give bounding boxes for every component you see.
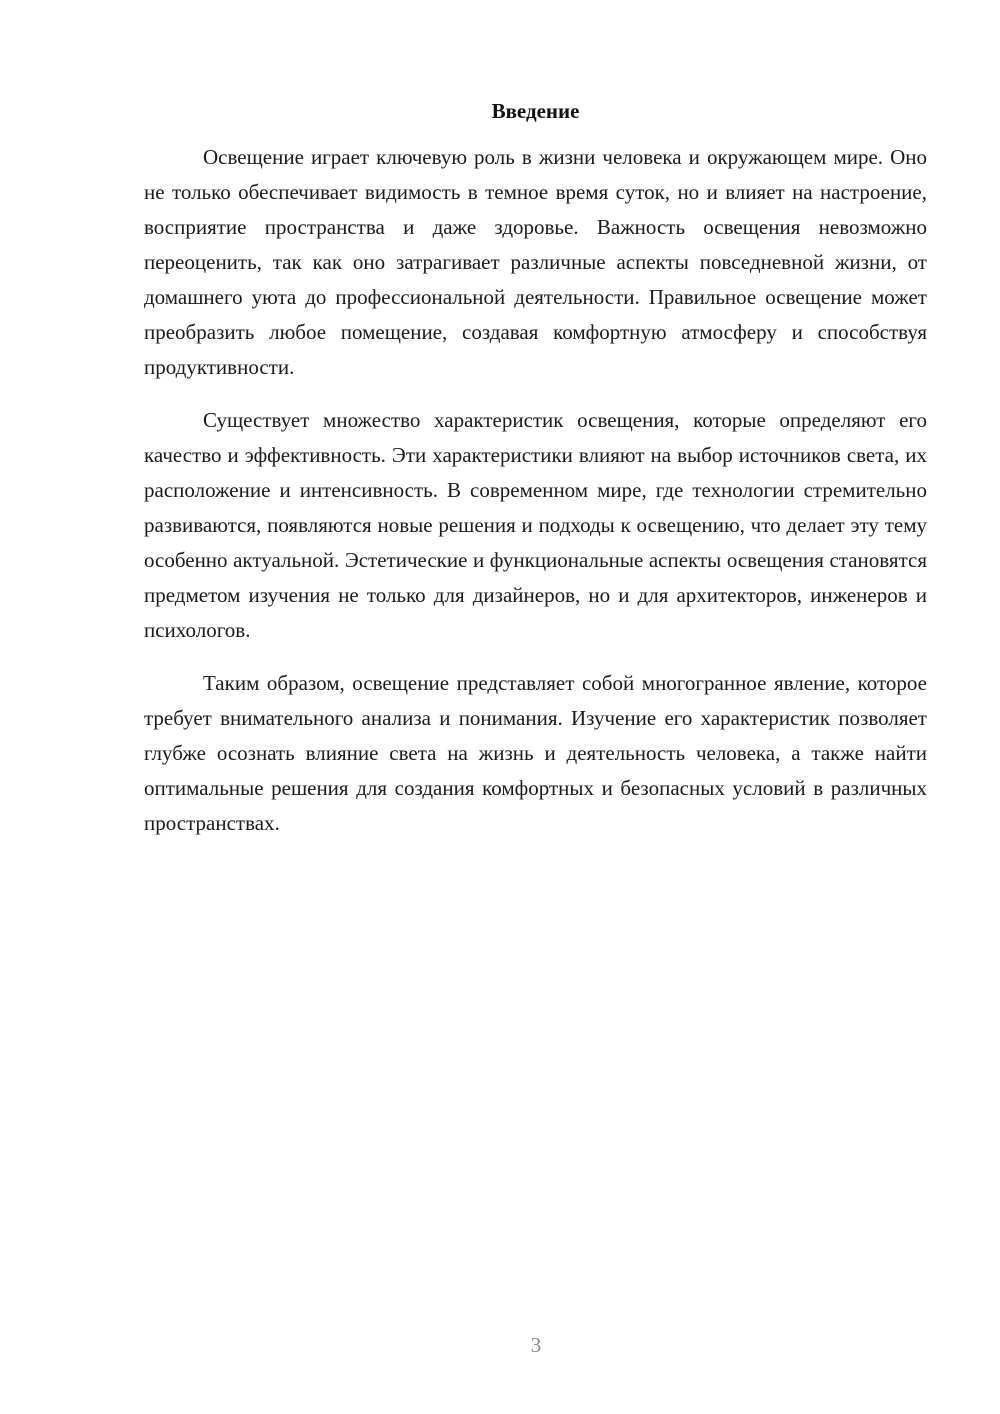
paragraph-2: Существует множество характеристик освещения, которые определяют его качество и эффективность. Эти характеристики влияют на выбор источников света, их расположение и интенсивность. В современном мире, где технологии стремительно развиваются, появляются новые решения и подходы к освещению, что делает эту тему особенно актуальной. Эстетические и функциональные аспекты освещения становятся предметом изучения не только для дизайнеров, но и для архитекторов, инженеров и психологов. — [144, 408, 927, 642]
page-title: Введение — [491, 99, 580, 123]
paragraph-1: Освещение играет ключевую роль в жизни человека и окружающем мире. Оно не только обеспечивает видимость в темное время суток, но и влияет на настроение, восприятие пространства и даже здоровье. Важность освещения невозможно переоценить, так как оно затрагивает различные аспекты повседневной жизни, от домашнего уюта до профессиональной деятельности. Правильное освещение может преобразить любое помещение, создавая комфортную атмосферу и способствуя продуктивности. — [144, 145, 927, 379]
page-number: 3 — [530, 1333, 542, 1357]
paragraph-3: Таким образом, освещение представляет собой многогранное явление, которое требует внимательного анализа и понимания. Изучение его характеристик позволяет глубже осознать влияние света на жизнь и деятельность человека, а также найти оптимальные решения для создания комфортных и безопасных условий в различных пространствах. — [144, 671, 927, 835]
page-content — [144, 96, 927, 859]
